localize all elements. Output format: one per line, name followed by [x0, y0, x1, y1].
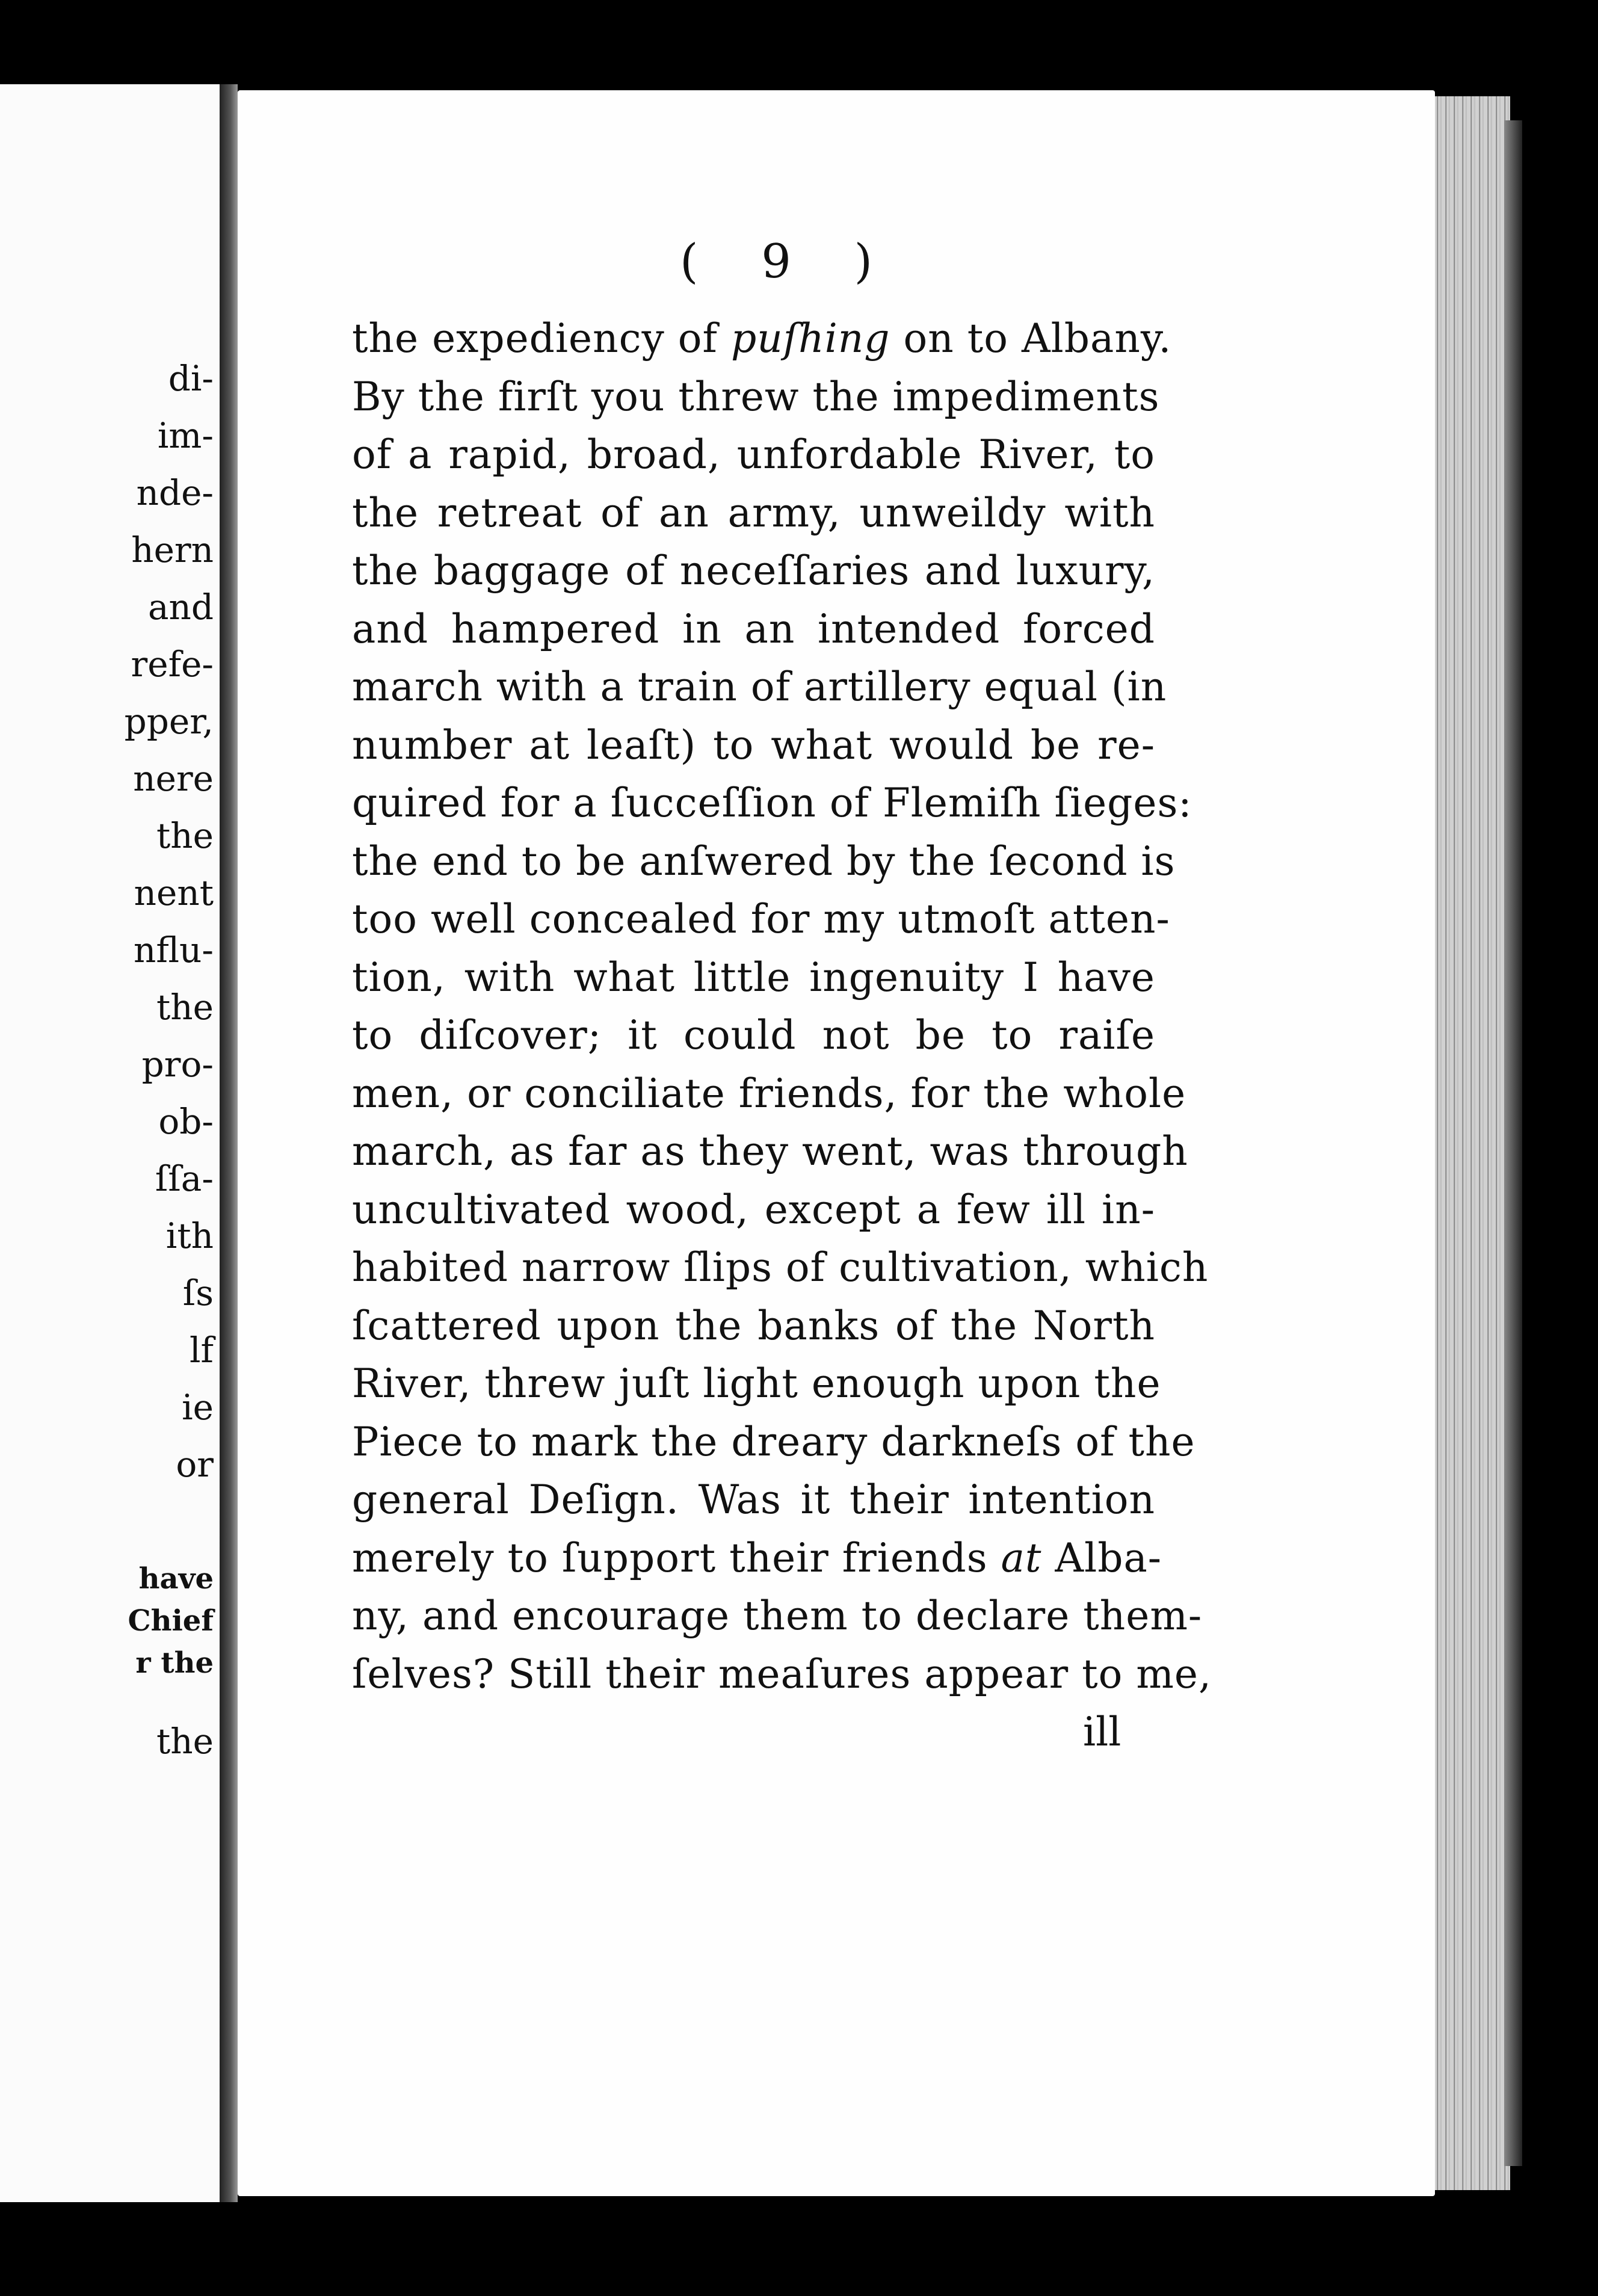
text-line — [352, 426, 1155, 484]
text-segment: to diſcover; it could not be to raiſe — [352, 1012, 1155, 1058]
text-segment: and hampered in an intended forced — [352, 605, 1155, 652]
text-segment: ſelves? Still their meaſures appear to me, — [352, 1650, 1212, 1697]
left-page-line: hern — [131, 529, 214, 570]
text-segment: march, as far as they went, was through — [352, 1128, 1188, 1174]
text-segment: the expediency of — [352, 315, 731, 362]
text-line — [352, 1646, 1212, 1704]
text-line — [352, 1413, 1195, 1472]
text-line — [352, 1355, 1161, 1413]
text-segment: ſcattered upon the banks of the North — [352, 1302, 1155, 1349]
text-line — [352, 484, 1155, 543]
text-line — [352, 1529, 1162, 1588]
text-segment: quired for a ſucceſſion of Flemiſh ſieges: — [352, 780, 1192, 826]
text-line — [352, 1587, 1203, 1646]
left-page-line: pro- — [141, 1044, 214, 1085]
page-number: ( 9 ) — [680, 235, 897, 289]
left-page-line: and — [147, 587, 214, 628]
page-body-text — [352, 310, 1212, 1703]
italic-text-segment: puſhing — [730, 315, 890, 362]
text-segment: of a rapid, broad, unfordable River, to — [352, 431, 1155, 478]
left-page-line: or — [176, 1444, 214, 1485]
text-line — [352, 890, 1170, 949]
text-line — [352, 600, 1155, 659]
book-edge-shadow — [1504, 120, 1522, 2166]
left-page-line: the — [156, 815, 214, 856]
text-line — [352, 368, 1160, 427]
text-line — [352, 1065, 1186, 1123]
text-segment: the baggage of neceſſaries and luxury, — [352, 548, 1155, 594]
text-line — [352, 542, 1155, 600]
italic-text-segment: at — [1001, 1534, 1042, 1581]
text-segment: men, or conciliate friends, for the whole — [352, 1070, 1186, 1117]
text-line — [352, 1297, 1155, 1356]
left-page-line: nde- — [136, 472, 214, 513]
left-page-line: pper, — [124, 701, 214, 742]
text-line — [352, 949, 1155, 1007]
left-page-line: nent — [134, 872, 214, 913]
left-page-line: Chief — [128, 1604, 214, 1638]
left-facing-page — [0, 84, 220, 2202]
text-line — [352, 717, 1155, 775]
text-line — [352, 774, 1192, 833]
text-segment: uncultivated wood, except a few ill in- — [352, 1186, 1155, 1233]
left-page-line: im- — [157, 415, 214, 456]
left-page-line: lf — [189, 1330, 214, 1371]
text-segment: River, threw juſt light enough upon the — [352, 1360, 1161, 1407]
text-line — [352, 1007, 1155, 1065]
left-page-line: refe- — [131, 644, 214, 685]
catchword: ill — [1083, 1709, 1121, 1755]
left-page-line: ſs — [182, 1273, 214, 1313]
left-page-line: have — [138, 1562, 214, 1596]
text-line — [352, 1123, 1188, 1181]
text-line — [352, 833, 1176, 891]
text-line — [352, 310, 1172, 368]
text-segment: number at leaſt) to what would be re- — [352, 721, 1155, 768]
text-segment: too well concealed for my utmoſt atten- — [352, 896, 1170, 942]
book-gutter — [220, 84, 238, 2202]
text-segment: on to Albany. — [890, 315, 1172, 362]
text-segment: the retreat of an army, unweildy with — [352, 489, 1155, 536]
text-segment: Piece to mark the dreary darkneſs of the — [352, 1418, 1195, 1465]
left-page-line: the — [156, 987, 214, 1028]
text-segment: ny, and encourage them to declare them- — [352, 1593, 1203, 1639]
text-segment: march with a train of artillery equal (in — [352, 664, 1167, 710]
left-page-line: r the — [135, 1646, 214, 1680]
left-page-line: the — [156, 1721, 214, 1762]
text-line — [352, 1181, 1155, 1239]
text-segment: tion, with what little ingenuity I have — [352, 954, 1155, 1001]
text-line — [352, 1239, 1209, 1297]
left-page-line: ie — [182, 1387, 214, 1428]
left-page-line: ith — [165, 1215, 214, 1256]
text-segment: By the firſt you threw the impediments — [352, 373, 1160, 420]
left-page-line: ſſa- — [155, 1158, 214, 1199]
left-page-line: di- — [168, 358, 214, 399]
left-page-line: ob- — [158, 1101, 214, 1142]
text-line — [352, 658, 1167, 717]
text-segment: the end to be anſwered by the ſecond is — [352, 838, 1176, 884]
text-line — [352, 1471, 1155, 1529]
left-page-line: nere — [133, 758, 214, 799]
left-page-line: nflu- — [134, 930, 214, 971]
text-segment: Alba- — [1041, 1534, 1162, 1581]
text-segment: merely to ſupport their friends — [352, 1534, 1001, 1581]
text-segment: general Deſign. Was it their intention — [352, 1477, 1155, 1523]
text-segment: habited narrow ſlips of cultivation, which — [352, 1244, 1209, 1291]
